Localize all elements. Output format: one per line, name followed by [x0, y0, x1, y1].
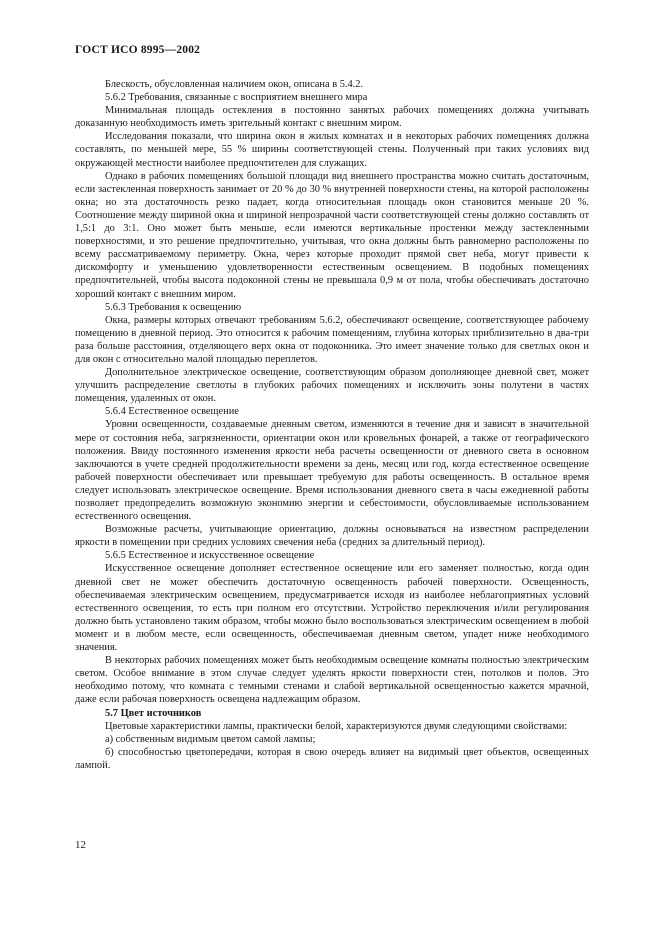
- paragraph: Однако в рабочих помещениях большой площади вид внешнего пространства можно считать достаточным, если застекленная поверхность занимает от 20 % до 30 % внутренней поверхности стены, на которой расположены окна; но эта достаточность резко падает, когда относительная площадь окон становится меньше 20 %. Соотношение между шириной окна и шириной непрозрачной части соответствующей стены должно составлять от 1,5:1 до 3:1. Оно может быть меньше, если имеются вертикальные простенки между застекленными поверхностями, и это решение предпочтительно, учитывая, что окна должны быть равномерно расположены по всему рассматриваемому периметру. Окна, через которые проходит прямой свет неба, могут привести к дискомфорту и уменьшению удовлетворенности естественным освещением. В подобных помещениях предпочтительней, чтобы высота подоконной стены не превышала 0,9 м от пола, чтобы обеспечивать достаточно хороший контакт с внешним миром.: [75, 170, 589, 300]
- paragraph: Возможные расчеты, учитывающие ориентацию, должны основываться на известном распределении яркости в помещении при средних условиях свечения неба (средних за длительный период).: [75, 524, 589, 549]
- paragraph: Дополнительное электрическое освещение, соответствующим образом дополняющее дневной свет, может улучшить распределение светлоты в глубоких рабочих помещениях и исключить зоны полутени в частях помещения, удаленных от окон.: [75, 367, 589, 405]
- paragraph: Блескость, обусловленная наличием окон, описана в 5.4.2.: [105, 79, 364, 90]
- paragraph: Минимальная площадь остекления в постоянно занятых рабочих помещениях должна учитывать доказанную необходимость иметь зрительный контакт с внешним миром.: [75, 105, 589, 130]
- paragraph: Искусственное освещение дополняет естественное освещение или его заменяет полностью, когда один дневной свет не может обеспечить достаточную освещенность рабочей поверхности. Освещенность, обеспечиваемая электрическим освещением, предусматривается исходя из наиболее неблагоприятных условий естественного освещения, то есть при полном его отсутствии. Устройство переключения и/или регулирования должно быть установлено таким образом, чтобы можно было воспользоваться электрическим освещением в любой момент и в любом месте, если освещенность, обеспечиваемая дневным светом, упадет ниже необходимого значения.: [75, 563, 589, 654]
- document-header: ГОСТ ИСО 8995—2002: [75, 44, 201, 56]
- section-heading-5-6-4: 5.6.4 Естественное освещение: [105, 406, 239, 418]
- paragraph: Исследования показали, что ширина окон в жилых комнатах и в некоторых рабочих помещениях должна составлять, по меньшей мере, 55 % ширины соответствующей стены. Полученный при таких условиях вид окружающей местности наиболее предпочтителен для служащих.: [75, 131, 589, 169]
- paragraph: В некоторых рабочих помещениях может быть необходимым освещение комнаты полностью электрическим светом. Особое внимание в этом случае следует уделять яркости поверхности стен, потолков и полов. Это необходимо потому, что комната с темными стенами и слабой вертикальной освещенностью кажется мрачной, даже если рабочая поверхность освещена надлежащим образом.: [75, 655, 589, 706]
- paragraph: Цветовые характеристики лампы, практически белой, характеризуются двумя следующими свойствами:: [105, 720, 568, 732]
- page-number: 12: [75, 839, 86, 851]
- list-item: б) способностью цветопередачи, которая в свою очередь влияет на видимый цвет объектов, освещенных лампой.: [75, 746, 589, 771]
- section-heading-5-6-3: 5.6.3 Требования к освещению: [105, 301, 242, 313]
- section-heading-5-6-5: 5.6.5 Естественное и искусственное освещение: [105, 550, 315, 562]
- section-heading-5-7: 5.7 Цвет источников: [105, 707, 202, 719]
- list-item: а) собственным видимым цветом самой лампы;: [105, 733, 316, 745]
- document-body: [75, 78, 589, 772]
- section-heading-5-6-2: 5.6.2 Требования, связанные с восприятием внешнего мира: [105, 92, 368, 104]
- paragraph: Окна, размеры которых отвечают требованиям 5.6.2, обеспечивают освещение, соответствующее рабочему помещению в дневной период. Это относится к рабочим помещениям, глубина которых приблизительно в два-три раза больше расстояния, отделяющего верх окна от подоконника. Это имеет значение только для светлых окон и для окон с относительно малой площадью переплетов.: [75, 314, 589, 365]
- paragraph: Уровни освещенности, создаваемые дневным светом, изменяются в течение дня и зависят в значительной мере от состояния неба, загрязненности, ориентации окон или кровельных фонарей, а также от географического положения. Ввиду постоянного изменения яркости неба расчеты освещенности от дневного света в основном заключаются в учете средней продолжительности времени за день, месяц или год, когда естественное освещение рабочей поверхности обеспечивает или превышает требуемую для работы освещенность. В остальное время следует использовать электрическое освещение. Время использования дневного света в часы ежедневной работы позволяет предопределить возможную экономию энергии и себестоимости, обусловливаемые использованием естественного освещения.: [75, 419, 589, 523]
